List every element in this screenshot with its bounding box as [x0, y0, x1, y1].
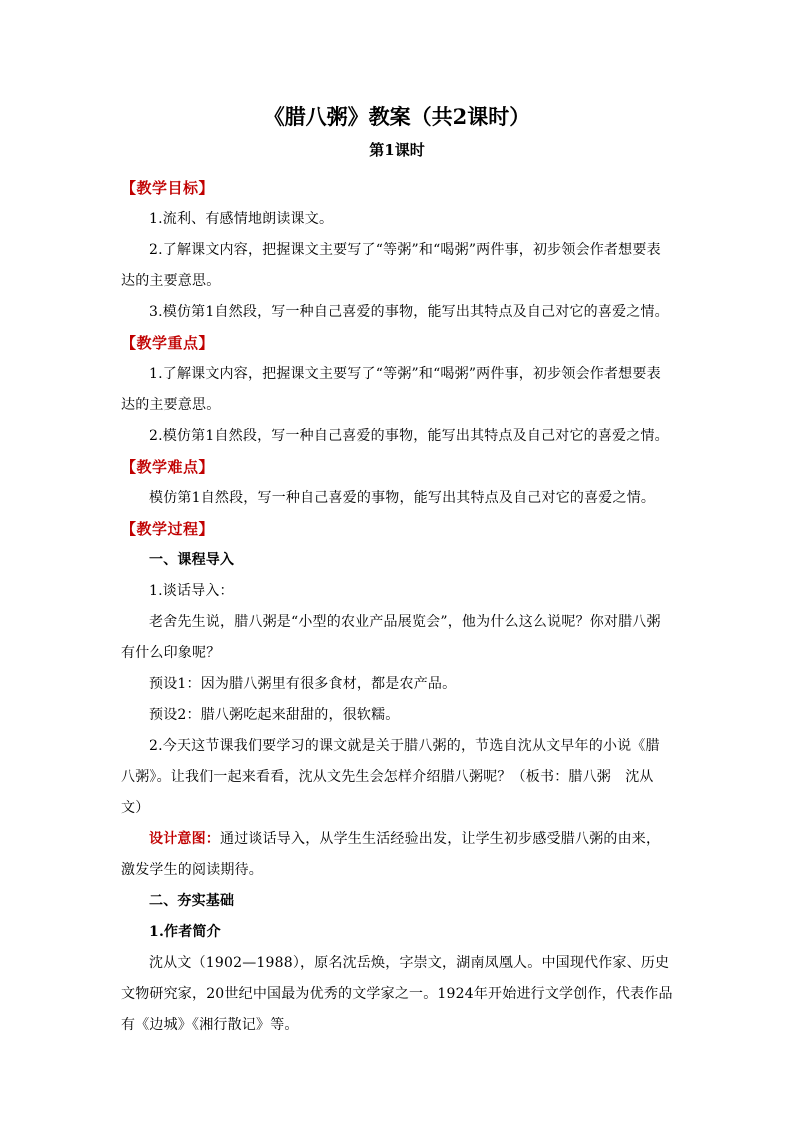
- part1-title: 一、课程导入: [149, 552, 235, 568]
- heading-teaching-goals: 【教学目标】: [121, 179, 215, 197]
- author-label: 1.作者简介: [149, 924, 221, 940]
- document-title: 《腊八粥》教案（共2课时）: [263, 104, 531, 129]
- goal-item-2: 2.了解课文内容，把握课文主要写了“等粥”和“喝粥”两件事，初步领会作者想要表达的主要意思。: [121, 242, 661, 289]
- preset-2: 预设2：腊八粥吃起来甜甜的，很软糯。: [149, 707, 400, 723]
- heading-difficulty: 【教学难点】: [121, 458, 215, 476]
- design-intent-text: 通过谈话导入，从学生生活经验出发，让学生初步感受腊八粥的由来，激发学生的阅读期待。: [121, 831, 661, 878]
- design-intent-label: 设计意图：: [149, 831, 220, 847]
- key-point-item-2: 2.模仿第1自然段，写一种自己喜爱的事物，能写出其特点及自己对它的喜爱之情。: [149, 428, 669, 444]
- intro-label: 1.谈话导入：: [149, 583, 234, 599]
- preset-1: 预设1：因为腊八粥里有很多食材，都是农产品。: [149, 676, 457, 692]
- design-intent: [121, 824, 673, 886]
- part2-title: 二、夯实基础: [149, 893, 235, 909]
- goal-item-1: 1.流利、有感情地朗读课文。: [149, 211, 334, 227]
- author-text: 沈从文（1902—1988），原名沈岳焕，字崇文，湖南凤凰人。中国现代作家、历史文物研究家，20世纪中国最为优秀的文学家之一。1924年开始进行文学创作，代表作品有《边城》《湘行散记》等。: [121, 955, 673, 1033]
- document-content: [121, 102, 673, 1041]
- lesson-subtitle: 第1课时: [369, 141, 425, 159]
- heading-teaching-process: 【教学过程】: [121, 520, 215, 538]
- difficulty-text: 模仿第1自然段，写一种自己喜爱的事物，能写出其特点及自己对它的喜爱之情。: [149, 490, 656, 506]
- goal-item-3: 3.模仿第1自然段，写一种自己喜爱的事物，能写出其特点及自己对它的喜爱之情。: [149, 304, 669, 320]
- process-item-2: 2.今天这节课我们要学习的课文就是关于腊八粥的，节选自沈从文早年的小说《腊八粥》。让我们一起来看看，沈从文先生会怎样介绍腊八粥呢？（板书：腊八粥 沈从文）: [121, 738, 660, 816]
- intro-text: 老舍先生说，腊八粥是“小型的农业产品展览会”，他为什么这么说呢？你对腊八粥有什么印象呢？: [121, 614, 661, 661]
- heading-key-points: 【教学重点】: [121, 334, 215, 352]
- key-point-item-1: 1.了解课文内容，把握课文主要写了“等粥”和“喝粥”两件事，初步领会作者想要表达的主要意思。: [121, 366, 661, 413]
